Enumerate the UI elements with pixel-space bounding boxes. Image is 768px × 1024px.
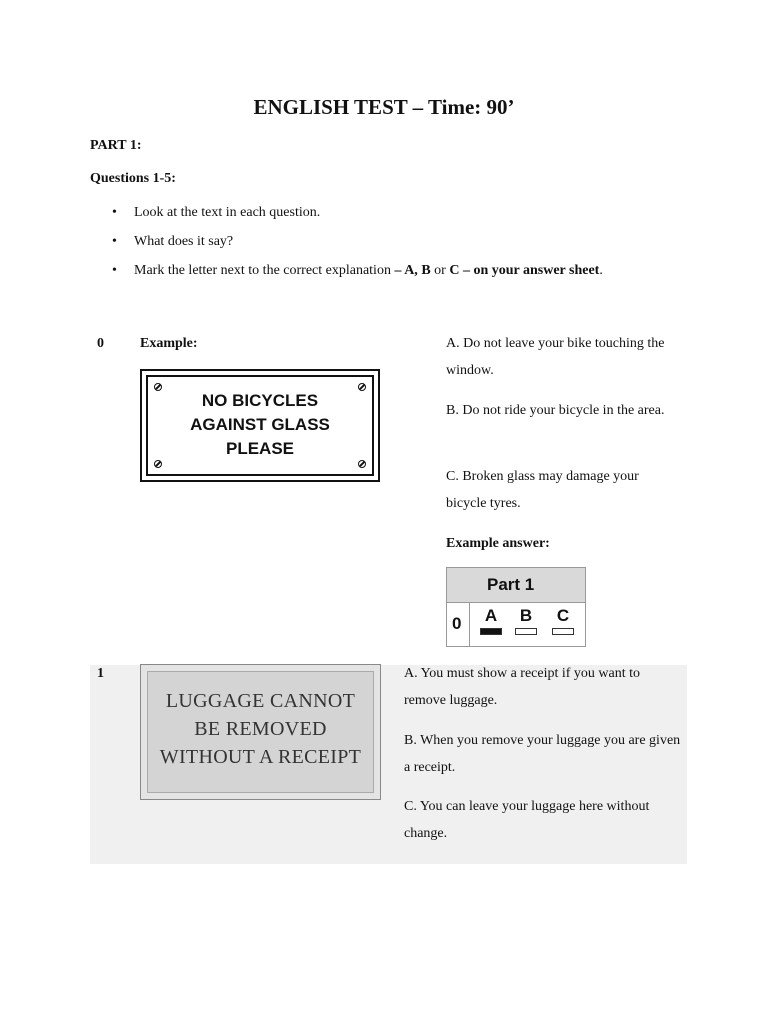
- sign-image: [140, 369, 380, 482]
- questions-heading: Questions 1-5:: [90, 171, 176, 186]
- option-a[interactable]: A. Do not leave your bike touching the window.: [446, 336, 665, 378]
- example-label: Example:: [140, 336, 198, 351]
- instruction-period: .: [599, 263, 603, 278]
- sign-line: NO BICYCLES: [201, 391, 319, 410]
- option-b[interactable]: B. When you remove your luggage you are given a receipt.: [404, 733, 681, 775]
- bullet-icon: •: [112, 234, 117, 249]
- answer-letter-c: C: [556, 606, 570, 625]
- bullet-icon: •: [112, 205, 117, 220]
- answer-letter-a: A: [484, 606, 498, 625]
- page-title: ENGLISH TEST – Time: 90’: [253, 95, 515, 119]
- question-number: 0: [97, 336, 104, 351]
- sign-text: [141, 687, 380, 771]
- screw-icon: [154, 460, 162, 468]
- instruction-dash: –: [394, 263, 405, 278]
- instruction-item: [112, 205, 320, 221]
- answer-box-b[interactable]: [515, 628, 537, 635]
- bullet-icon: •: [112, 263, 117, 278]
- answer-sheet: [446, 567, 586, 648]
- option-a[interactable]: A. You must show a receipt if you want to remove luggage.: [404, 666, 641, 708]
- answer-sheet-row: [446, 602, 586, 647]
- option-c[interactable]: C. You can leave your luggage here without change.: [404, 799, 650, 841]
- instruction-text: Mark the letter next to the correct explanation: [134, 263, 395, 278]
- sign-line: LUGGAGE CANNOT: [165, 690, 356, 712]
- question-number: 1: [97, 666, 104, 681]
- instruction-letter-c: C – on your answer sheet: [449, 263, 600, 278]
- answer-sheet-title: Part 1: [487, 575, 535, 594]
- option-b[interactable]: B. Do not ride your bicycle in the area.: [446, 403, 665, 418]
- answer-row-divider: [469, 602, 470, 646]
- screw-icon: [358, 460, 366, 468]
- instruction-letter-b: B: [421, 263, 431, 278]
- answer-sheet-header: [446, 567, 586, 603]
- sign-line: WITHOUT A RECEIPT: [159, 746, 362, 768]
- instruction-item: [112, 234, 233, 250]
- sign-line: PLEASE: [225, 439, 295, 458]
- answer-box-a[interactable]: [480, 628, 502, 635]
- instruction-letter-a: A,: [404, 263, 422, 278]
- answer-letter-b: B: [519, 606, 533, 625]
- sign-line: BE REMOVED: [194, 718, 327, 740]
- sign-image: [140, 664, 381, 800]
- part-heading: PART 1:: [90, 138, 142, 153]
- sign-text: [142, 389, 378, 461]
- answer-box-c[interactable]: [552, 628, 574, 635]
- instruction-item: [112, 263, 603, 279]
- instruction-text: Look at the text in each question.: [134, 205, 321, 220]
- answer-row-number: 0: [452, 614, 462, 633]
- instruction-or: or: [430, 263, 450, 278]
- example-answer-label: Example answer:: [446, 536, 550, 551]
- sign-line: AGAINST GLASS: [190, 415, 330, 434]
- instruction-text: What does it say?: [134, 234, 234, 249]
- option-c[interactable]: C. Broken glass may damage your bicycle tyres.: [446, 469, 639, 511]
